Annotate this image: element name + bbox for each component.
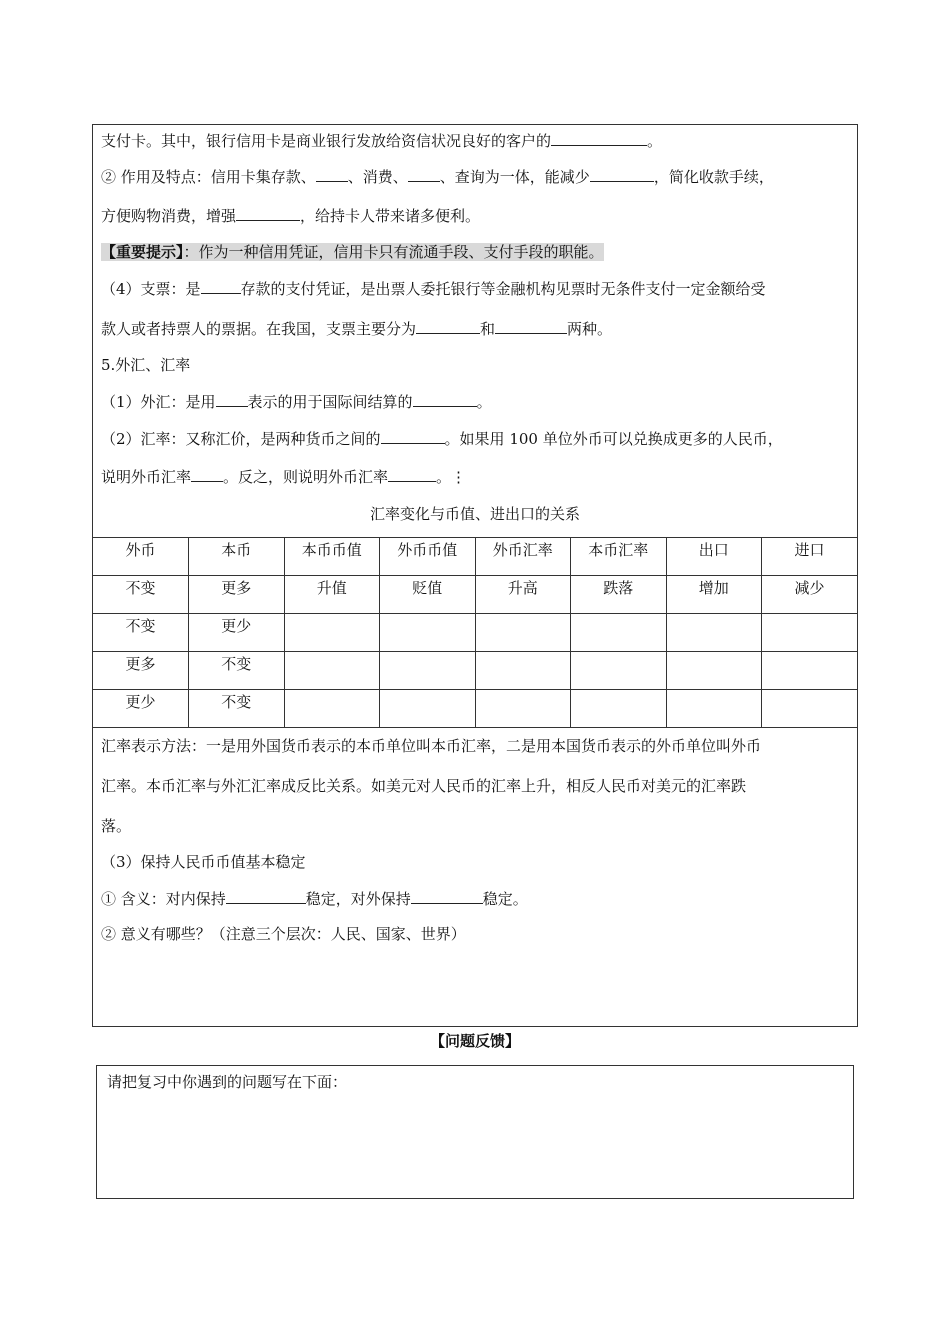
table-cell: 贬值 — [380, 576, 476, 614]
text: 。 — [647, 132, 663, 150]
answer-cell[interactable] — [762, 690, 858, 728]
tip-label: 【重要提示】 — [101, 243, 184, 261]
cheque-types-line — [101, 318, 612, 339]
function-line — [101, 166, 774, 187]
header-cell: 本币 — [189, 538, 285, 576]
fill-blank[interactable] — [408, 166, 440, 182]
answer-cell[interactable] — [666, 652, 762, 690]
text: ② 作用及特点：信用卡集存款、 — [101, 168, 316, 186]
text: （4）支票：是 — [101, 280, 201, 298]
text: 。反之，则说明外币汇率 — [223, 468, 389, 486]
fill-blank[interactable] — [226, 888, 306, 904]
answer-cell[interactable] — [284, 690, 380, 728]
rmb-stability-heading: （3）保持人民币币值基本稳定 — [101, 853, 306, 871]
text: ① 含义：对内保持 — [101, 890, 226, 908]
answer-cell[interactable] — [571, 690, 667, 728]
text: 稳定，对外保持 — [305, 890, 411, 908]
forex-line — [101, 391, 492, 412]
answer-cell[interactable] — [571, 614, 667, 652]
header-cell: 进口 — [762, 538, 858, 576]
answer-cell[interactable] — [380, 652, 476, 690]
table-cell: 不变 — [189, 690, 285, 728]
answer-cell[interactable] — [666, 614, 762, 652]
text: 稳定。 — [482, 890, 528, 908]
feedback-title: 【问题反馈】 — [429, 1032, 520, 1050]
fill-blank[interactable] — [416, 318, 480, 334]
credit-card-line — [101, 130, 662, 151]
text: （1）外汇：是用 — [101, 393, 216, 411]
answer-cell[interactable] — [666, 690, 762, 728]
text: 说明外币汇率 — [101, 468, 192, 486]
exchange-rate-line-2 — [101, 466, 466, 487]
rate-method-line-2: 汇率。本币汇率与外汇汇率成反比关系。如美元对人民币的汇率上升，相反人民币对美元的汇率跌 — [101, 777, 747, 795]
text: ，给持卡人带来诸多便利。 — [300, 207, 481, 225]
convenience-line — [101, 205, 480, 226]
text: 表示的用于国际间结算的 — [247, 393, 413, 411]
fill-blank[interactable] — [411, 888, 483, 904]
exchange-rate-table — [93, 537, 857, 728]
table-row — [93, 652, 857, 690]
meaning-line — [101, 888, 528, 909]
table-cell: 跌落 — [571, 576, 667, 614]
fill-blank[interactable] — [191, 466, 223, 482]
table-cell: 更少 — [189, 614, 285, 652]
header-cell: 本币币值 — [284, 538, 380, 576]
fill-blank[interactable] — [495, 318, 567, 334]
text: 、查询为一体，能减少 — [439, 168, 590, 186]
header-cell: 外币 — [93, 538, 189, 576]
answer-cell[interactable] — [475, 652, 571, 690]
feedback-prompt: 请把复习中你遇到的问题写在下面： — [107, 1073, 348, 1091]
table-cell: 不变 — [93, 614, 189, 652]
feedback-box[interactable] — [96, 1065, 854, 1199]
answer-cell[interactable] — [284, 614, 380, 652]
header-cell: 外币汇率 — [475, 538, 571, 576]
fill-blank[interactable] — [551, 130, 647, 146]
table-row — [93, 576, 857, 614]
text: 。⋮ — [436, 468, 467, 486]
text: 支付卡。其中，银行信用卡是商业银行发放给资信状况良好的客户的 — [101, 132, 552, 150]
text: 。如果用 100 单位外币可以兑换成更多的人民币， — [444, 430, 783, 448]
fill-blank[interactable] — [201, 278, 241, 294]
table-title: 汇率变化与币值、进出口的关系 — [369, 505, 580, 523]
study-notes-box — [92, 124, 858, 1027]
cheque-line — [101, 278, 766, 299]
text: 款人或者持票人的票据。在我国，支票主要分为 — [101, 320, 417, 338]
text: 方便购物消费，增强 — [101, 207, 237, 225]
text: 。 — [476, 393, 492, 411]
table-cell: 更多 — [93, 652, 189, 690]
table-cell: 升高 — [475, 576, 571, 614]
text: （2）汇率：又称汇价，是两种货币之间的 — [101, 430, 381, 448]
text: 存款的支付凭证，是出票人委托银行等金融机构见票时无条件支付一定金额给受 — [240, 280, 766, 298]
important-tip — [101, 242, 604, 262]
answer-cell[interactable] — [762, 652, 858, 690]
table-cell: 更少 — [93, 690, 189, 728]
exchange-rate-line — [101, 428, 783, 449]
rate-method-line: 汇率表示方法：一是用外国货币表示的本币单位叫本币汇率，二是用本国货币表示的外币单位叫外币 — [101, 737, 762, 755]
table-cell: 不变 — [189, 652, 285, 690]
header-cell: 出口 — [666, 538, 762, 576]
text: 、消费、 — [347, 168, 408, 186]
fill-blank[interactable] — [216, 391, 248, 407]
table-row — [93, 690, 857, 728]
table-cell: 更多 — [189, 576, 285, 614]
fill-blank[interactable] — [413, 391, 477, 407]
text: ，简化收款手续， — [653, 168, 774, 186]
table-header-row — [93, 538, 857, 576]
significance-question: ② 意义有哪些？（注意三个层次：人民、国家、世界） — [101, 925, 466, 943]
tip-text: ：作为一种信用凭证，信用卡只有流通手段、支付手段的职能。 — [183, 243, 604, 261]
fill-blank[interactable] — [590, 166, 654, 182]
section-heading: 5.外汇、汇率 — [101, 356, 191, 374]
rate-method-line-3: 落。 — [101, 817, 132, 835]
table-cell: 不变 — [93, 576, 189, 614]
header-cell: 本币汇率 — [571, 538, 667, 576]
fill-blank[interactable] — [381, 428, 445, 444]
header-cell: 外币币值 — [380, 538, 476, 576]
table-cell: 升值 — [284, 576, 380, 614]
answer-cell[interactable] — [380, 690, 476, 728]
table-cell: 增加 — [666, 576, 762, 614]
answer-cell[interactable] — [762, 614, 858, 652]
answer-cell[interactable] — [380, 614, 476, 652]
answer-cell[interactable] — [475, 614, 571, 652]
table-row — [93, 614, 857, 652]
text: 两种。 — [567, 320, 613, 338]
answer-cell[interactable] — [571, 652, 667, 690]
answer-cell[interactable] — [475, 690, 571, 728]
text: 和 — [480, 320, 496, 338]
fill-blank[interactable] — [316, 166, 348, 182]
fill-blank[interactable] — [388, 466, 436, 482]
fill-blank[interactable] — [236, 205, 300, 221]
answer-cell[interactable] — [284, 652, 380, 690]
table-cell: 减少 — [762, 576, 858, 614]
